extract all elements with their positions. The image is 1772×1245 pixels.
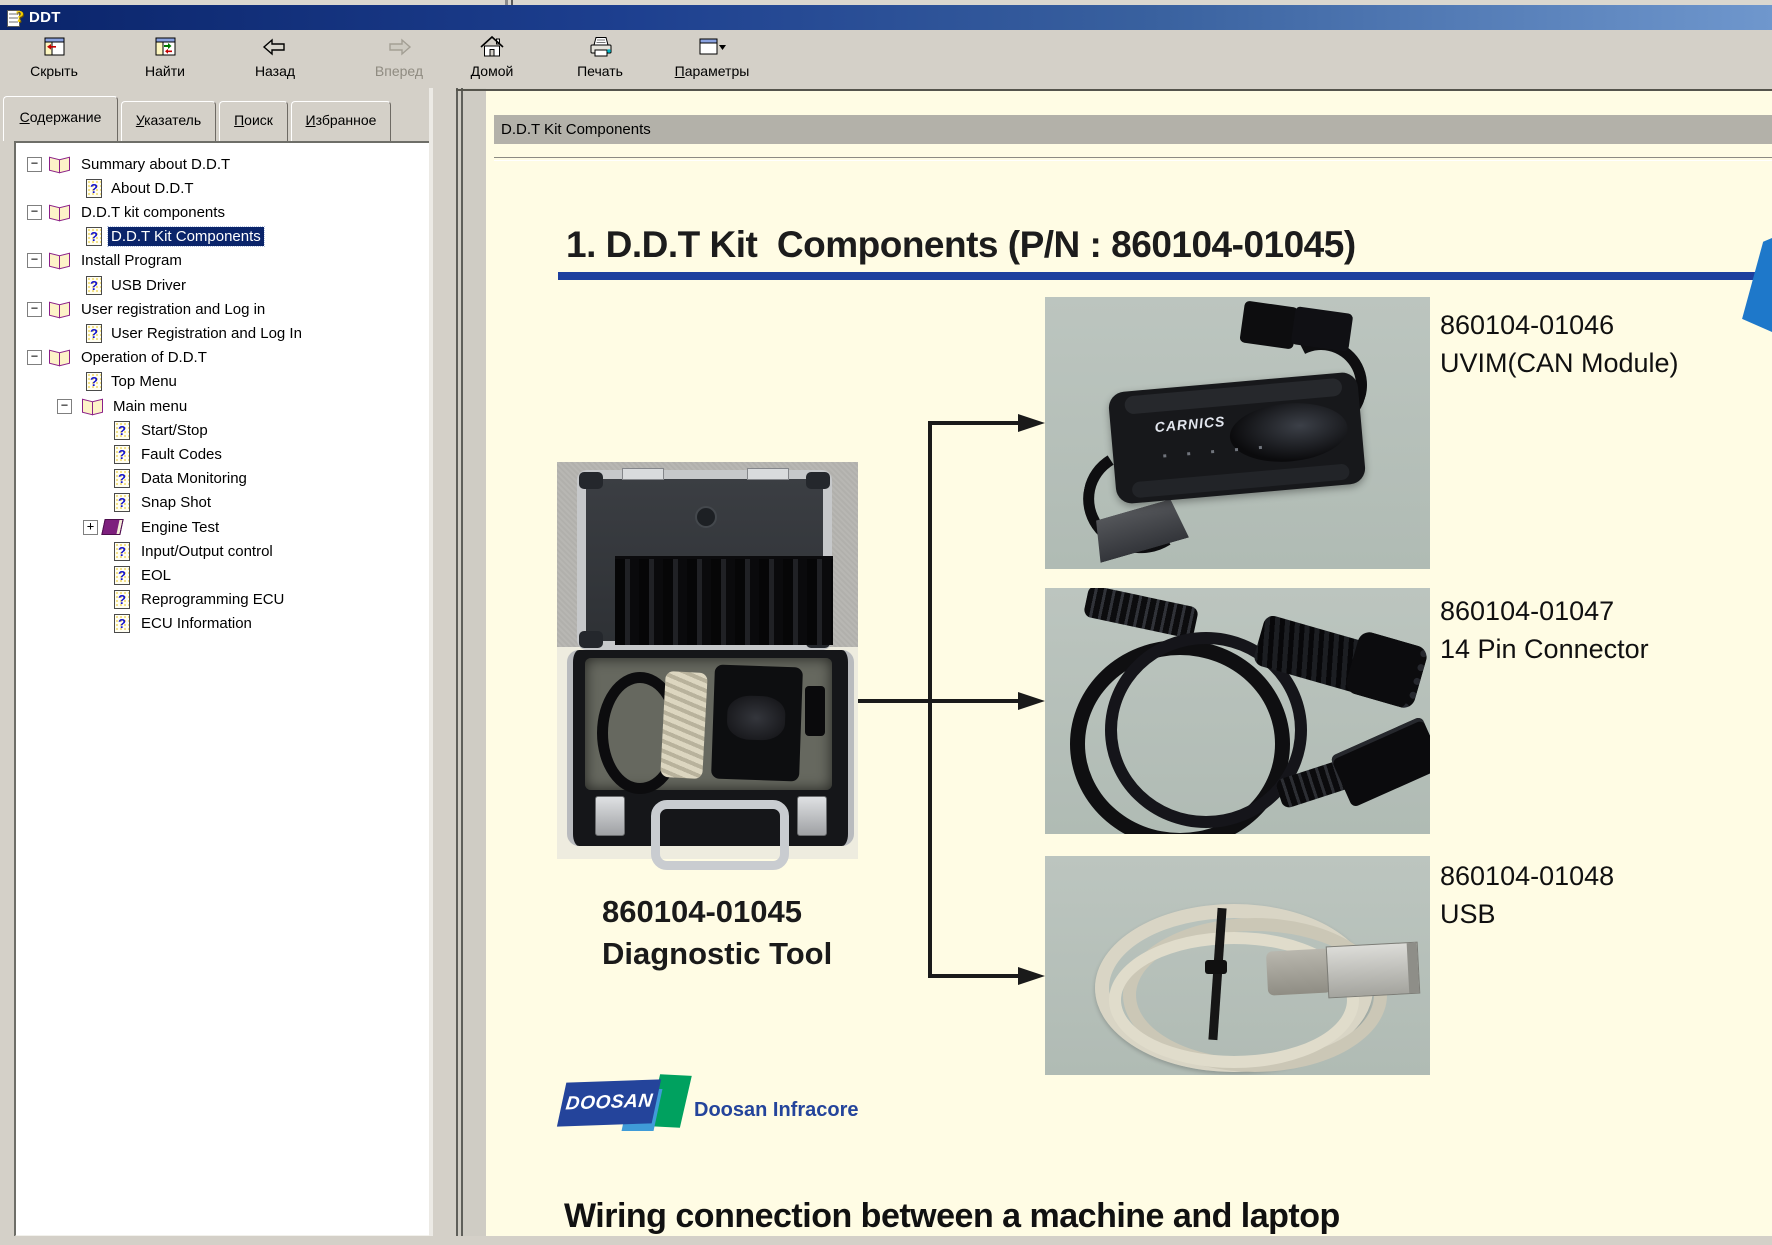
arrow-to-usb <box>932 974 1018 978</box>
case-front-latch <box>797 796 827 836</box>
tree-item[interactable] <box>16 176 435 200</box>
collapse-icon[interactable]: − <box>27 302 42 317</box>
tab-указатель[interactable]: Указатель <box>121 101 216 141</box>
toolbar-button-hide[interactable] <box>8 32 100 86</box>
tree-item[interactable] <box>16 225 435 249</box>
case-handle <box>651 800 789 870</box>
kit-item-label-connector <box>1440 592 1649 668</box>
case-foam <box>585 658 832 790</box>
diagnostic-case-photo <box>557 462 858 859</box>
case-uvim-device <box>711 664 803 781</box>
tree-item[interactable] <box>16 539 435 563</box>
tree-item[interactable] <box>16 612 435 636</box>
open-book-icon <box>81 398 103 415</box>
usb-a-connector <box>1326 942 1421 999</box>
collapse-icon[interactable]: − <box>27 350 42 365</box>
tree-item[interactable] <box>16 418 435 442</box>
case-base <box>567 650 854 846</box>
help-page-icon <box>114 614 130 633</box>
open-book-icon <box>48 204 70 221</box>
home-icon <box>446 32 538 62</box>
help-page-icon <box>114 421 130 440</box>
kit-item-label-usb <box>1440 857 1614 933</box>
collapse-icon[interactable]: − <box>57 399 72 414</box>
tree-item-label[interactable]: User Registration and Log In <box>111 324 302 342</box>
toolbar-button-options[interactable] <box>666 32 758 86</box>
help-page-icon <box>114 566 130 585</box>
open-book-icon <box>48 156 70 173</box>
pane-splitter[interactable] <box>433 88 456 1236</box>
toolbar-button-forward <box>353 32 445 86</box>
case-lid <box>577 470 832 650</box>
open-book-icon <box>48 301 70 318</box>
help-app-icon: ? <box>6 9 23 27</box>
closed-book-icon <box>101 519 123 535</box>
tree-item-label[interactable]: Top Menu <box>111 373 177 391</box>
title-bar <box>0 5 1772 30</box>
tree-item[interactable] <box>16 588 435 612</box>
part-name: 14 Pin Connector <box>1440 634 1649 664</box>
arrowhead-uvim <box>1018 414 1045 432</box>
help-page-icon <box>114 493 130 512</box>
logo-company-name: Doosan Infracore <box>694 1099 859 1121</box>
forward-arrow-icon <box>353 32 445 62</box>
tree-item-label[interactable]: Reprogramming ECU <box>141 591 285 609</box>
part-name: USB <box>1440 899 1496 929</box>
tree-item[interactable] <box>16 370 435 394</box>
toolbar-button-back[interactable] <box>229 32 321 86</box>
tree-item-label[interactable]: EOL <box>141 566 172 584</box>
section-heading: Wiring connection between a machine and laptop <box>564 1197 1340 1235</box>
locate-icon <box>119 32 211 62</box>
can-connector <box>1239 300 1298 349</box>
toolbar-button-print[interactable] <box>554 32 646 86</box>
blue-ribbon-decoration <box>1738 238 1772 332</box>
part-number: 860104-01045 <box>602 894 802 929</box>
tree-item[interactable] <box>16 467 435 491</box>
part-number: 860104-01046 <box>1440 310 1615 340</box>
tree-item-label[interactable]: Install Program <box>81 252 182 270</box>
open-book-icon <box>48 349 70 366</box>
collapse-icon[interactable]: − <box>27 157 42 172</box>
tree-item[interactable] <box>16 515 435 539</box>
tree-item[interactable] <box>16 321 435 345</box>
topic-header-text: D.D.T Kit Components <box>501 121 651 138</box>
header-divider <box>494 157 1772 161</box>
tree-item[interactable] <box>16 200 435 224</box>
device-led-row <box>1163 454 1166 457</box>
tree-item[interactable] <box>16 442 435 466</box>
arrow-to-uvim <box>932 421 1018 425</box>
rect-connector <box>1330 716 1430 808</box>
fourteen-pin-photo <box>1045 588 1430 834</box>
help-page-icon <box>86 227 102 246</box>
toolbar-button-label: Домой <box>470 63 514 79</box>
tree-item-label[interactable]: Start/Stop <box>141 421 208 439</box>
part-number: 860104-01047 <box>1440 596 1615 626</box>
expand-icon[interactable]: + <box>83 520 98 535</box>
arrowhead-usb <box>1018 967 1045 985</box>
toolbar-button-label: Параметры <box>674 63 750 79</box>
lid-tool-pockets <box>615 556 833 645</box>
tree-item-label[interactable]: Summary about D.D.T <box>81 155 231 173</box>
tree-item[interactable] <box>16 273 435 297</box>
toolbar-button-label: Печать <box>577 63 623 79</box>
case-item-label <box>602 891 832 975</box>
part-name: Diagnostic Tool <box>602 936 833 971</box>
content-pane-top-edge <box>456 89 486 91</box>
contents-tree[interactable] <box>14 141 437 1237</box>
toolbar-button-label: Назад <box>254 63 296 79</box>
content-pane-margin <box>463 88 486 1236</box>
tree-item[interactable] <box>16 491 435 515</box>
doosan-logo <box>560 1073 860 1133</box>
open-book-icon <box>48 252 70 269</box>
tree-item-label[interactable]: D.D.T kit components <box>81 203 225 221</box>
tree-item-label[interactable]: Main menu <box>113 397 188 415</box>
can-connector <box>1291 306 1354 352</box>
tree-item[interactable] <box>16 394 435 418</box>
tree-item[interactable] <box>16 297 435 321</box>
usb-cable-photo <box>1045 856 1430 1075</box>
tree-item[interactable] <box>16 563 435 587</box>
topic-pane[interactable] <box>486 89 1772 1238</box>
device-brand-text: CARNICS <box>1154 412 1226 436</box>
toolbar-button-label: Скрыть <box>30 63 78 79</box>
tree-item-label[interactable]: Input/Output control <box>141 542 273 560</box>
toolbar-button-label: Вперед <box>374 63 424 79</box>
help-page-icon <box>86 179 102 198</box>
window-title: DDT <box>29 9 61 26</box>
tab-избранное[interactable]: Избранное <box>291 101 391 141</box>
fourteen-pin-connector-cap <box>1344 629 1430 710</box>
tree-item-label[interactable]: Engine Test <box>141 518 220 536</box>
part-name: UVIM(CAN Module) <box>1440 348 1679 378</box>
usb-plug-overmold <box>1266 948 1332 995</box>
tab-содержание[interactable]: Содержание <box>3 96 118 141</box>
help-page-icon <box>86 276 102 295</box>
case-front-latch <box>595 796 625 836</box>
tree-item[interactable] <box>16 346 435 370</box>
help-page-icon <box>114 469 130 488</box>
tree-item-label[interactable]: User registration and Log in <box>81 300 266 318</box>
help-page-icon <box>86 324 102 343</box>
collapse-icon[interactable]: − <box>27 205 42 220</box>
tree-item-label[interactable]: Data Monitoring <box>141 470 247 488</box>
logo-navy-shape <box>557 1079 661 1126</box>
tree-item-label[interactable]: D.D.T Kit Components <box>108 227 264 246</box>
tree-item-label[interactable]: Snap Shot <box>141 494 212 512</box>
help-page-icon <box>114 542 130 561</box>
tab-поиск[interactable]: Поиск <box>219 101 288 141</box>
logo-wordmark: DOOSAN <box>564 1090 654 1115</box>
help-page-icon <box>114 590 130 609</box>
kit-item-label-uvim <box>1440 306 1679 382</box>
tree-item-label[interactable]: USB Driver <box>111 276 187 294</box>
help-page-icon <box>86 372 102 391</box>
uvim-photo <box>1045 297 1430 569</box>
case-latch <box>747 468 789 480</box>
tree-item-label[interactable]: ECU Information <box>141 615 252 633</box>
toolbar-button-label: Найти <box>145 63 185 79</box>
hide-panel-icon <box>8 32 100 62</box>
case-latch <box>622 468 664 480</box>
tree-item[interactable] <box>16 152 435 176</box>
toolbar-button-home[interactable] <box>446 32 538 86</box>
toolbar <box>0 30 1772 88</box>
case-usb-cable <box>660 671 707 779</box>
arrowhead-connector <box>1018 692 1045 710</box>
tree-item[interactable] <box>16 249 435 273</box>
window-bottom-frame <box>0 1236 1772 1245</box>
tree-item-label[interactable]: Operation of D.D.T <box>81 349 207 367</box>
help-page-icon <box>114 445 130 464</box>
title-rule <box>558 272 1764 280</box>
part-number: 860104-01048 <box>1440 861 1615 891</box>
tree-item-label[interactable]: About D.D.T <box>111 179 194 197</box>
collapse-icon[interactable]: − <box>27 253 42 268</box>
back-arrow-icon <box>229 32 321 62</box>
options-icon <box>666 32 758 62</box>
toolbar-button-locate[interactable] <box>119 32 211 86</box>
page-title: 1. D.D.T Kit Components (P/N : 860104-01045) <box>566 224 1356 265</box>
print-icon <box>554 32 646 62</box>
arrow-to-connector <box>858 699 1018 703</box>
tree-item-label[interactable]: Fault Codes <box>141 445 222 463</box>
uvim-device <box>1108 371 1367 504</box>
topic-header-bar <box>494 115 1772 144</box>
